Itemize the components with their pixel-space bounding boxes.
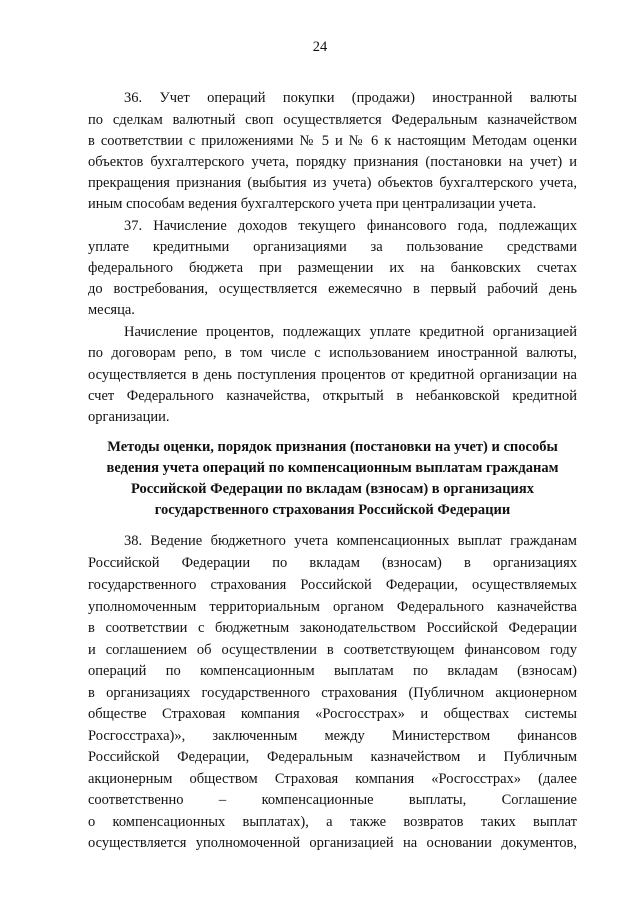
paragraph-38-line: Российской Федерации, Федеральным казначейством и Публичным xyxy=(88,749,577,765)
paragraph-interest-line: Начисление процентов, подлежащих уплате кредитной организацией xyxy=(124,324,577,340)
paragraph-38-line: государственного страхования Российской Федерации, осуществляемых xyxy=(88,577,577,593)
paragraph-37-line: уплате кредитными организациями за пользование средствами xyxy=(88,239,577,255)
paragraph-38-line: Российской Федерации по вкладам (взносам) в организациях xyxy=(88,555,577,571)
section-heading-line: Российской Федерации по вкладам (взносам) в организациях xyxy=(131,481,534,497)
paragraph-37-line: 37. Начисление доходов текущего финансового года, подлежащих xyxy=(124,218,577,234)
paragraph-38-line: в соответствии с бюджетным законодательством Российской Федерации xyxy=(88,620,577,636)
paragraph-38-line: уполномоченным территориальным органом Федерального казначейства xyxy=(88,599,577,615)
paragraph-36-line: прекращения признания (выбытия из учета) объектов бухгалтерского учета, xyxy=(88,175,577,191)
paragraph-38-line: соответственно – компенсационные выплаты, Соглашение xyxy=(88,792,577,808)
paragraph-37-line: до востребования, осуществляется ежемесячно в первый рабочий день xyxy=(88,281,577,297)
paragraph-38-line: Росгосстраха)», заключенным между Министерством финансов xyxy=(88,728,577,744)
paragraph-36-line: по сделкам валютный своп осуществляется Федеральным казначейством xyxy=(88,112,577,128)
paragraph-interest-line: организации. xyxy=(88,409,170,425)
paragraph-38-line: о компенсационных выплатах), а также возвратов таких выплат xyxy=(88,814,577,830)
paragraph-38-line: акционерным обществом Страховая компания «Росгосстрах» (далее xyxy=(88,771,577,787)
paragraph-37-line: федерального бюджета при размещении их на банковских счетах xyxy=(88,260,577,276)
paragraph-interest-line: по договорам репо, в том числе с использованием иностранной валюты, xyxy=(88,345,577,361)
paragraph-interest-line: осуществляется в день поступления процентов от кредитной организации на xyxy=(88,367,577,383)
paragraph-38-line: и соглашением об осуществлении в соответствующем финансовом году xyxy=(88,642,577,658)
paragraph-38-line: операций по компенсационным выплатам по вкладам (взносам) xyxy=(88,663,577,679)
page-number: 24 xyxy=(312,39,328,55)
paragraph-38-line: в организациях государственного страхования (Публичном акционерном xyxy=(88,685,577,701)
paragraph-37-line: месяца. xyxy=(88,302,135,318)
paragraph-36-line: в соответствии с приложениями № 5 и № 6 к настоящим Методам оценки xyxy=(88,133,577,149)
paragraph-interest-line: счет Федерального казначейства, открытый в небанковской кредитной xyxy=(88,388,577,404)
section-heading-line: Методы оценки, порядок признания (постановки на учет) и способы xyxy=(107,439,558,455)
section-heading-line: ведения учета операций по компенсационным выплатам гражданам xyxy=(106,460,559,476)
section-heading-line: государственного страхования Российской Федерации xyxy=(154,502,511,518)
paragraph-36-line: иным способам ведения бухгалтерского учета при централизации учета. xyxy=(88,196,537,212)
paragraph-38-line: обществе Страховая компания «Росгосстрах» и обществах системы xyxy=(88,706,577,722)
paragraph-36-line: 36. Учет операций покупки (продажи) иностранной валюты xyxy=(124,90,577,106)
paragraph-38-line: 38. Ведение бюджетного учета компенсационных выплат гражданам xyxy=(124,533,577,549)
paragraph-36-line: объектов бухгалтерского учета, порядку признания (постановки на учет) и xyxy=(88,154,577,170)
paragraph-38-line: осуществляется уполномоченной организацией на основании документов, xyxy=(88,835,577,851)
